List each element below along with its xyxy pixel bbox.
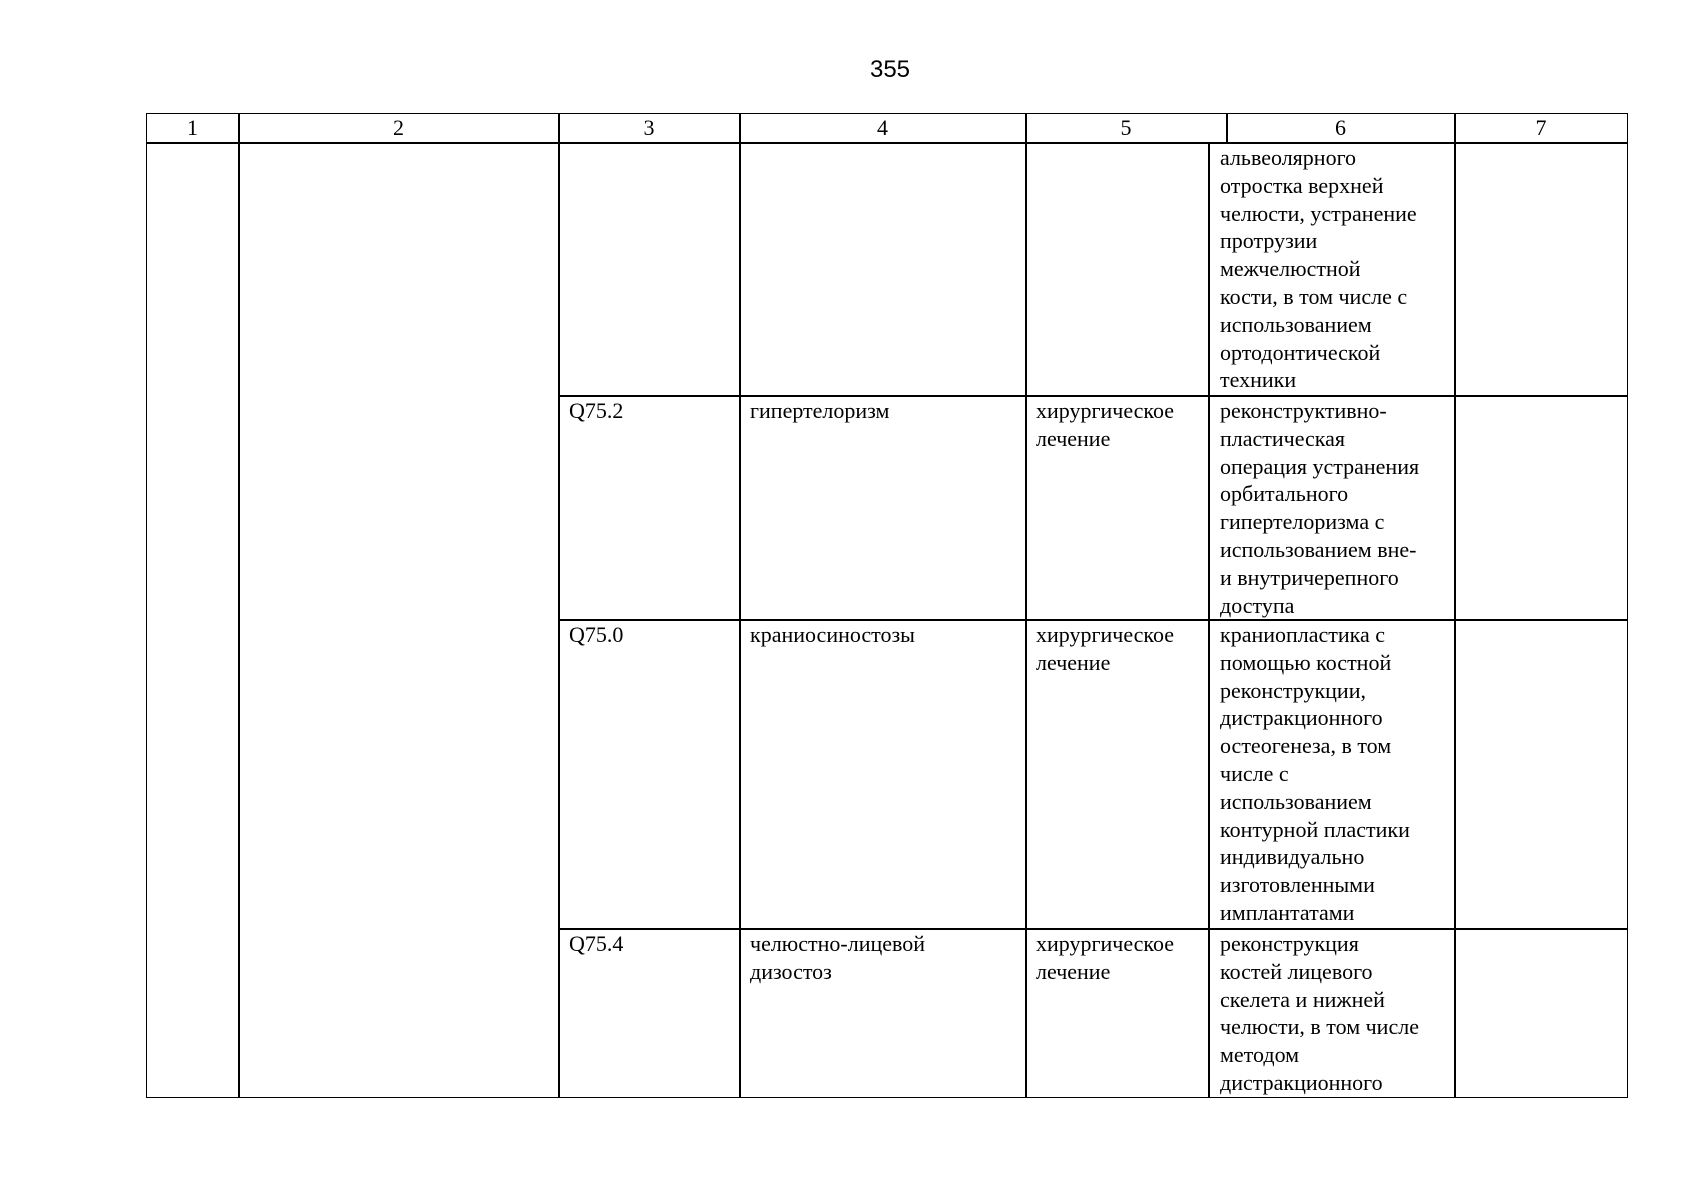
table: [146, 113, 1628, 1098]
col-divider-6: [1454, 114, 1456, 1097]
header-col-4: 4: [877, 115, 888, 140]
col-divider-2: [558, 114, 560, 1097]
header-col-7: 7: [1535, 115, 1547, 140]
row-1-method: альвеолярного отростка верхней челюсти, устранение протрузии межчелюстной кости, в том числе с использованием ортодонтической техники: [1220, 145, 1417, 393]
header-col-1: 1: [187, 115, 198, 140]
row-3-method: краниопластика с помощью костной реконструкции, дистракционного остеогенеза, в том числе с использованием контурной пластики индивидуально изготовленными имплантатами: [1220, 622, 1410, 925]
row-2-diagnosis: гипертелоризм: [750, 398, 890, 423]
col-divider-1: [238, 114, 240, 1097]
col-divider-4: [1025, 114, 1027, 1097]
row-4-treatment: хирургическое лечение: [1036, 931, 1175, 984]
header-col-6: 6: [1335, 115, 1346, 140]
header-col-3: 3: [643, 115, 655, 140]
col-divider-3: [739, 114, 741, 1097]
row-2-treatment: хирургическое лечение: [1036, 398, 1175, 451]
row-4-code: Q75.4: [569, 931, 624, 956]
row-3-treatment: хирургическое лечение: [1036, 622, 1175, 675]
row-3-diagnosis: краниосиностозы: [750, 622, 915, 647]
row-3-code: Q75.0: [569, 622, 624, 647]
row-2-method: реконструктивно- пластическая операция устранения орбитального гипертелоризма с использованием вне- и внутричерепного доступа: [1220, 398, 1420, 618]
row-4-method: реконструкция костей лицевого скелета и нижней челюсти, в том числе методом дистракционного: [1220, 931, 1419, 1095]
header-col-5: 5: [1120, 115, 1132, 140]
header-col-2: 2: [393, 115, 404, 140]
row-4-diagnosis: челюстно-лицевой дизостоз: [750, 931, 926, 984]
page-number: 355: [869, 56, 911, 83]
row-2-code: Q75.2: [569, 398, 624, 423]
